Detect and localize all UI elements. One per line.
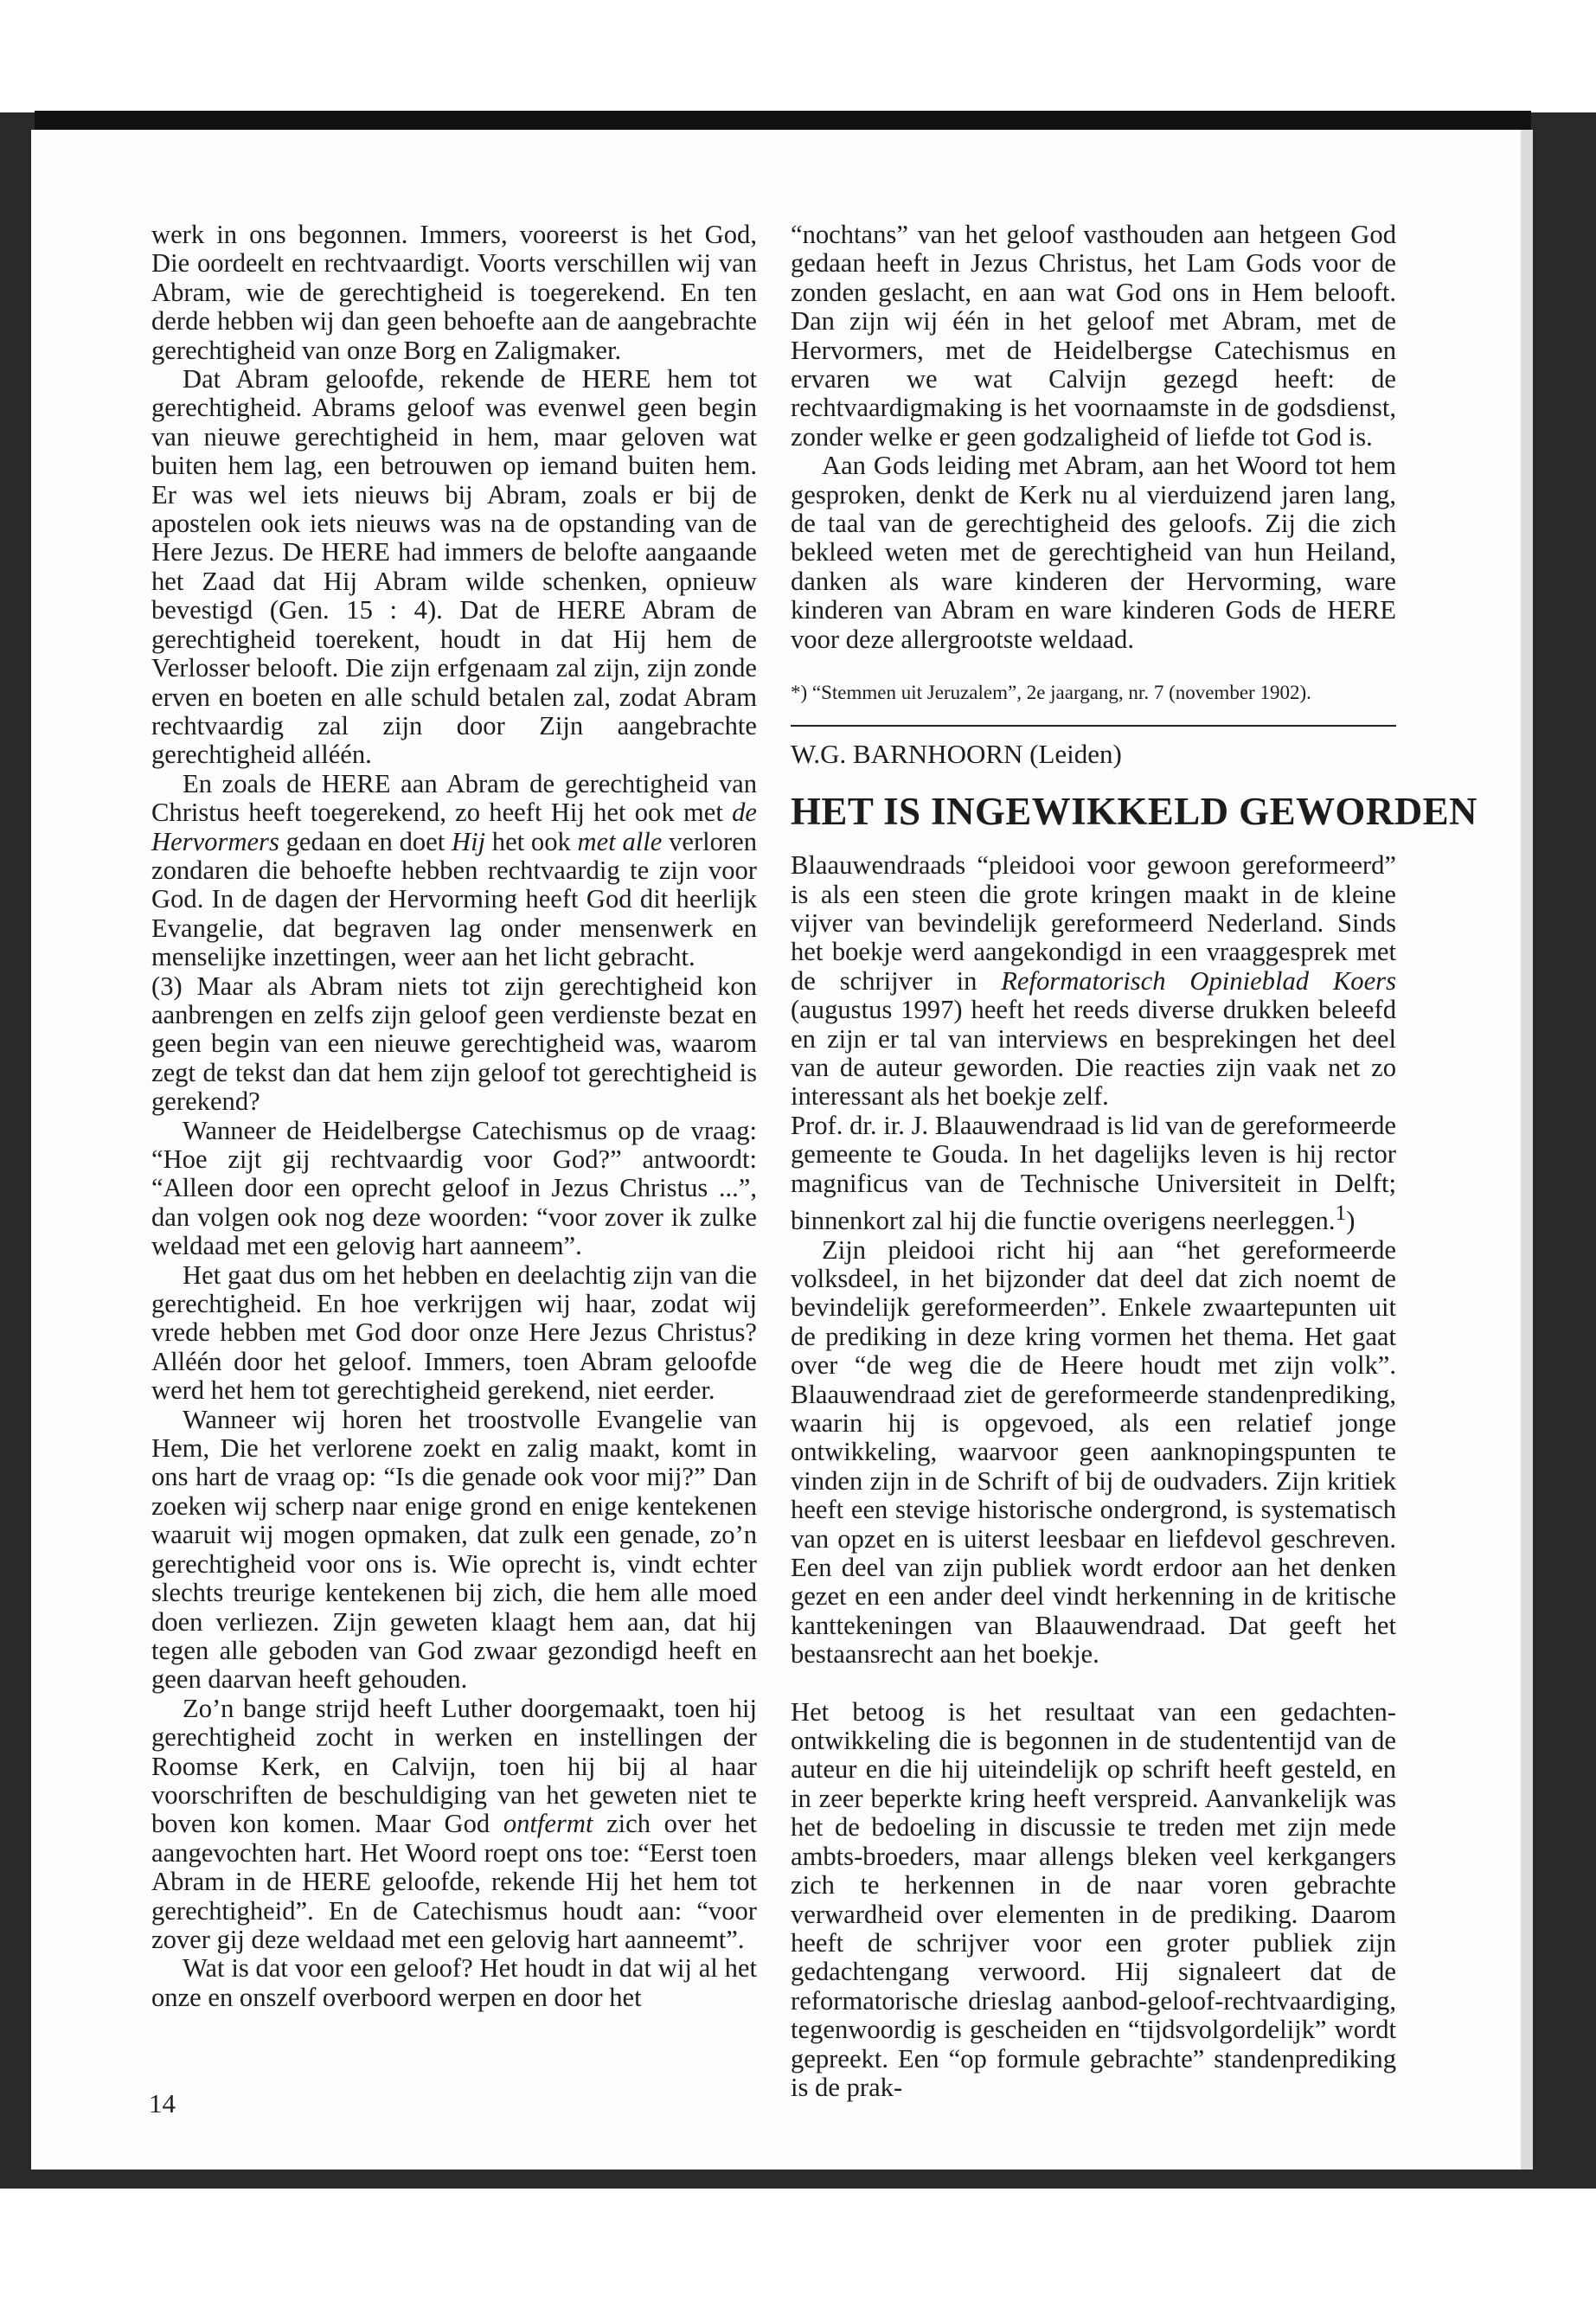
paragraph: werk in ons begonnen. Immers, vooreerst is het God, Die oordeelt en rechtvaardigt. Voorts verschillen wij van Abram, wie de gerechtigheid is toegerekend. En ten derde hebben wij dan geen behoefte aan de aangebrachte gerechtigheid van onze Borg en Zaligmaker. — [151, 220, 757, 365]
paragraph: Zijn pleidooi richt hij aan “het gereformeerde volksdeel, in het bijzonder dat deel dat zich noemt de bevindelijk gereformeerden”. Enkele zwaartepunten uit de prediking in deze kring vormen het thema. Het gaat over “de weg die de Heere houdt met zijn volk”. Blaauwendraad ziet de gereformeerde standenprediking, waarin hij is opgevoed, als een relatief jonge ontwikkeling, waarvoor geen aanknopingspunten te vinden zijn in de Schrift of bij de oudvaders. Zijn kritiek heeft een stevige historische ondergrond, is systematisch van opzet en is uiterst leesbaar en liefdevol geschreven. Een deel van zijn publiek wordt erdoor aan het denken gezet en een ander deel vindt herkenning in de kritische kanttekeningen van Blaauwendraad. Dat geeft het bestaansrecht aan het boekje. — [791, 1234, 1396, 1670]
footnote: *) “Stemmen uit Jeruzalem”, 2e jaargang, nr. 7 (november 1902). — [791, 682, 1311, 704]
text-run: En zoals de HERE aan Abram de gerechtigheid van Christus heeft toegerekend, zo heeft Hij het ook met — [151, 768, 757, 828]
paragraph: Wanneer wij horen het troostvolle Evangelie van Hem, Die het verlorene zoekt en zalig maakt, komt in ons hart de vraag op: “Is die genade ook voor mij?” Dan zoeken wij scherp naar enige grond en enige kentekenen waaruit wij mogen opmaken, dat zulk een genade, zo’n gerechtigheid voor ons is. Wie oprecht is, vindt echter slechts treurige kentekenen bij zich, die hem alle moed doen verliezen. Zijn geweten klaagt hem aan, dat hij tegen alle geboden van God zwaar gezondigd heeft en geen daarvan heeft gehouden. — [151, 1404, 757, 1695]
paragraph: Wanneer de Heidelbergse Catechismus op de vraag: “Hoe zijt gij rechtvaardig voor God?” antwoordt: “Alleen door een oprecht geloof in Jezus Christus ...”, dan volgen ook nog deze woorden: “voor zover ik zulke weldaad met een gelovig hart aanneem”. — [151, 1115, 757, 1261]
paragraph — [151, 1695, 757, 1955]
paragraph — [791, 1112, 1396, 1236]
italic-text: met alle — [577, 826, 663, 856]
paragraph: (3) Maar als Abram niets tot zijn gerechtigheid kon aanbrengen en zelfs zijn geloof geen verdienste bezat en geen begin van een nieuwe gerechtigheid was, waarom zegt de tekst dan dat hem zijn geloof tot gerechtigheid is gerekend? — [151, 971, 757, 1117]
paragraph — [151, 770, 757, 972]
scan-top-edge — [35, 111, 1531, 130]
italic-text: Hij — [451, 826, 486, 856]
paragraph: Het betoog is het resultaat van een gedachten-ontwikkeling die is begonnen in de studententijd van de auteur en die hij uiteindelijk op schrift heeft gesteld, en in zeer beperkte kring heeft verspreid. Aanvankelijk was het de bedoeling in discussie te treden met zijn mede ambts-broeders, maar allengs bleken veel kerkgangers zich te herkennen in de naar voren gebrachte verwardheid over elementen in de prediking. Daarom heeft de schrijver voor een groter publiek zijn gedachtengang verwoord. Hij signaleert dat de reformatorische drieslag aanbod-geloof-rechtvaardiging, tegenwoordig is gescheiden en “tijdsvolgordelijk” wordt gepreekt. Een “op formule gebrachte” standenprediking is de prak- — [791, 1696, 1396, 2102]
text-run: het ook — [485, 826, 578, 856]
text-run: Prof. dr. ir. J. Blaauwendraad is lid van de gereformeerde gemeente te Gouda. In het dagelijks leven is hij rector magnificus van de Technische Universiteit in Delft; binnenkort zal hij die functie overigens neerleggen. — [791, 1110, 1396, 1236]
paragraph: “nochtans” van het geloof vasthouden aan hetgeen God gedaan heeft in Jezus Christus, het Lam Gods voor de zonden geslacht, en aan wat God ons in Hem belooft. Dan zijn wij één in het geloof met Abram, met de Hervormers, met de Heidelbergse Catechismus en ervaren we wat Calvijn gezegd heeft: de rechtvaardigmaking is het voornaamste in de godsdienst, zonder welke er geen godzaligheid of liefde tot God is. — [791, 220, 1396, 452]
left-column — [151, 221, 757, 2012]
page-edge-shadow — [1521, 130, 1533, 2170]
text-run: Blaauwendraads “pleidooi voor gewoon gereformeerd” is als een steen die grote kringen maakt in de kleine vijver van bevindelijk gereformeerd Nederland. Sinds het boekje werd aangekondigd in een vraaggesprek met de schrijver in — [791, 850, 1396, 996]
paragraph: Het gaat dus om het hebben en deelachtig zijn van die gerechtigheid. En hoe verkrijgen wij haar, zodat wij vrede hebben met God door onze Here Jezus Christus? Alléén door het geloof. Immers, toen Abram geloofde werd het hem tot gerechtigheid gerekend, niet eerder. — [151, 1259, 757, 1406]
text-run: gedaan en doet — [279, 826, 452, 856]
page-number: 14 — [149, 2088, 176, 2118]
article-headline: HET IS INGEWIKKELD GEWORDEN — [791, 790, 1477, 834]
text-run: Zo’n bange strijd heeft Luther doorgemaakt, toen hij gerechtigheid zocht in werken en instellingen der Roomse Kerk, en Calvijn, toen hij bij al haar voorschriften de beschuldiging van het geweten niet te boven kon komen. Maar God — [151, 1693, 757, 1839]
text-run: ) — [1346, 1206, 1356, 1236]
paragraph — [791, 851, 1396, 1112]
italic-text: Reformatorisch Opinieblad Koers — [1001, 965, 1396, 996]
section-divider — [791, 725, 1396, 727]
italic-text: de Hervormers — [151, 798, 757, 856]
text-run: zich over het aangevochten hart. Het Woord roept ons toe: “Eerst toen Abram in de HERE geloofde, rekende Hij het hem tot gerechtigheid”. En de Catechismus houdt aan: “voor zover gij deze weldaad met een gelovig hart aanneemt”. — [151, 1809, 757, 1954]
paragraph: Aan Gods leiding met Abram, aan het Woord tot hem gesproken, denkt de Kerk nu al vierduizend jaren lang, de taal van de gerechtigheid des geloofs. Zij die zich bekleed weten met de gerechtigheid van hun Heiland, danken als ware kinderen der Hervorming, ware kinderen van Abram en ware kinderen Gods de HERE voor deze allergrootste weldaad. — [791, 451, 1396, 654]
italic-text: ontfermt — [503, 1809, 593, 1839]
paragraph: Wat is dat voor een geloof? Het houdt in dat wij al het onze en onszelf overboord werpen en door het — [151, 1953, 757, 2012]
paragraph: Dat Abram geloofde, rekende de HERE hem tot gerechtigheid. Abrams geloof was evenwel geen begin van nieuwe gerechtigheid in hem, maar geloven wat buiten hem lag, een betrouwen op iemand buiten hem. Er was wel iets nieuws bij Abram, zoals er bij de apostelen ook iets nieuws was na de opstanding van de Here Jezus. De HERE had immers de belofte aangaande het Zaad dat Hij Abram wilde schenken, opnieuw bevestigd (Gen. 15 : 4). Dat de HERE Abram de gerechtigheid toerekent, houdt in dat Hij hem de Verlosser belooft. Die zijn erfgenaam zal zijn, zijn zonde erven en boeten en alle schuld betalen zal, zodat Abram rechtvaardig zal zijn door Zijn aangebrachte gerechtigheid alléén. — [151, 364, 757, 770]
footnote-marker: 1 — [1335, 1199, 1347, 1225]
right-column — [791, 220, 1477, 2102]
article-author: W.G. BARNHOORN (Leiden) — [791, 739, 1122, 770]
text-run: verloren zondaren die behoefte hebben rechtvaardig te zijn voor God. In de dagen der Hervorming heeft God dit heerlijk Evangelie, dat begraven lag onder mensenwerk en menselijke inzettingen, weer aan het licht gebracht. — [151, 826, 758, 972]
text-run: (augustus 1997) heeft het reeds diverse drukken beleefd en zijn er tal van interviews en besprekingen het deel van de auteur geworden. Die reacties zijn vaak net zo interessant als het boekje zelf. — [791, 995, 1396, 1112]
